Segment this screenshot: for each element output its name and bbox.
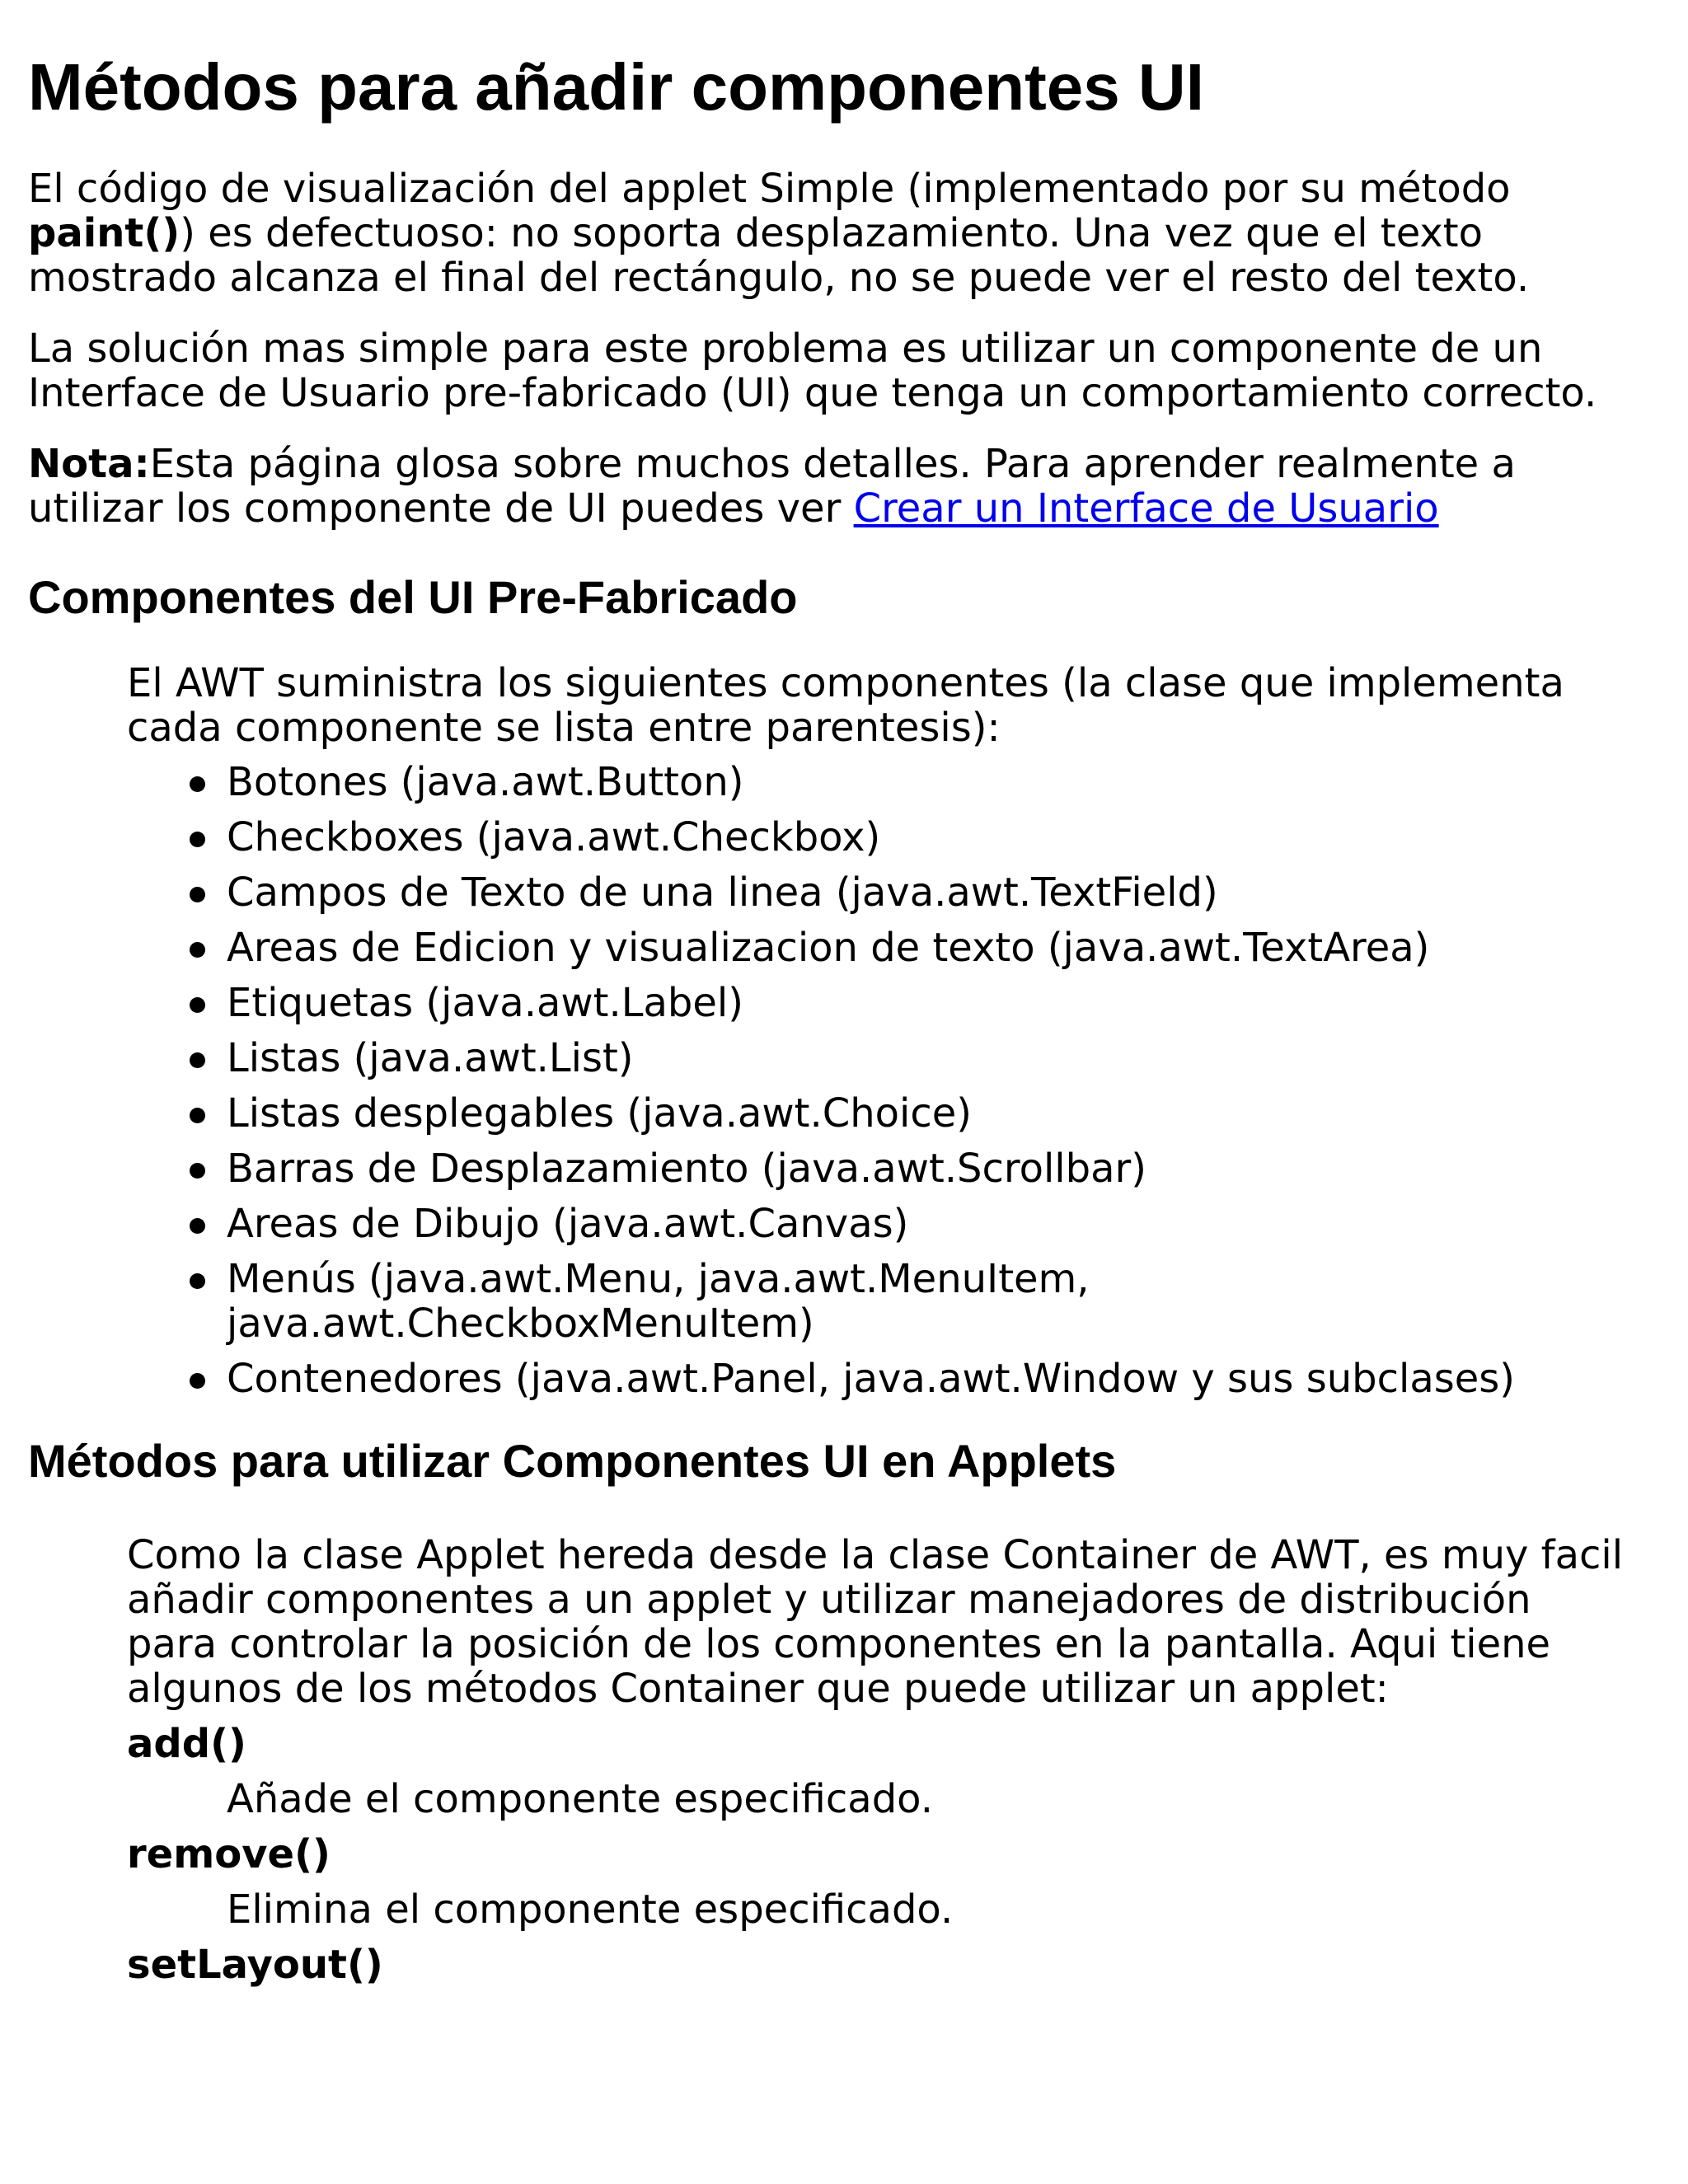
list-item-label: Areas de Dibujo (java.awt.Canvas) — [227, 1201, 909, 1247]
method-list — [127, 1722, 1627, 1987]
bullet-icon — [190, 1218, 205, 1234]
method-name-setlayout: setLayout() — [127, 1942, 383, 1988]
list-item-label: Areas de Edicion y visualizacion de texto (java.awt.TextArea) — [227, 925, 1430, 971]
bullet-icon — [190, 1108, 205, 1123]
method-desc-remove: Elimina el componente especificado. — [227, 1886, 954, 1933]
bullet-icon — [190, 1273, 205, 1289]
list-item — [127, 926, 1660, 970]
section-heading-prefab-components: Componentes del UI Pre-Fabricado — [28, 571, 798, 623]
list-item — [127, 1202, 1660, 1246]
bullet-icon — [190, 997, 205, 1013]
list-item — [127, 760, 1660, 804]
method-desc-add: Añade el componente especificado. — [227, 1776, 933, 1822]
bullet-icon — [190, 832, 205, 847]
list-item — [127, 981, 1660, 1025]
section-prefab-intro: El AWT suministra los siguientes componentes (la clase que implementa cada componente se lista entre parentesis): — [127, 660, 1564, 751]
list-item — [127, 1091, 1660, 1136]
paint-method-name: paint() — [28, 210, 181, 256]
section-methods-body — [127, 1533, 1627, 1987]
list-item-label: Barras de Desplazamiento (java.awt.Scrollbar) — [227, 1146, 1146, 1192]
page-title: Métodos para añadir componentes UI — [28, 50, 1204, 124]
section-heading-applet-methods: Métodos para utilizar Componentes UI en Applets — [28, 1435, 1117, 1487]
note-label: Nota: — [28, 441, 150, 487]
component-list — [127, 760, 1660, 1401]
bullet-icon — [190, 942, 205, 958]
list-item-label: Checkboxes (java.awt.Checkbox) — [227, 814, 881, 860]
list-item-label: Listas desplegables (java.awt.Choice) — [227, 1090, 973, 1137]
bullet-icon — [190, 1052, 205, 1068]
list-item — [127, 1146, 1660, 1191]
list-item-label: Campos de Texto de una linea (java.awt.TextField) — [227, 869, 1218, 916]
list-item-label: Menús (java.awt.Menu, java.awt.MenuItem, java.awt.CheckboxMenuItem) — [227, 1256, 1090, 1347]
list-item — [127, 815, 1660, 860]
list-item — [127, 1257, 1257, 1346]
list-item-label: Botones (java.awt.Button) — [227, 759, 744, 805]
method-name-remove: remove() — [127, 1831, 331, 1877]
bullet-icon — [190, 887, 205, 902]
section-prefab-body — [127, 661, 1660, 1401]
list-item-label: Etiquetas (java.awt.Label) — [227, 980, 743, 1026]
intro-paragraph-1-end: ) es defectuoso: no soporta desplazamiento. Una vez que el texto mostrado alcanza el final del rectángulo, no se puede ver el resto del texto. — [28, 210, 1530, 301]
section-methods-intro: Como la clase Applet hereda desde la clase Container de AWT, es muy facil añadir componentes a un applet y utilizar manejadores de distribución para controlar la posición de los componentes en la pantalla. Aqui tiene algunos de los métodos Container que puede utilizar un applet: — [127, 1532, 1624, 1712]
intro-paragraph-2: La solución mas simple para este problema es utilizar un componente de un Interface de Usuario pre-fabricado (UI) que tenga un comportamiento correcto. — [28, 326, 1597, 416]
list-item-label: Contenedores (java.awt.Panel, java.awt.Window y sus subclases) — [227, 1356, 1515, 1402]
method-name-add: add() — [127, 1721, 246, 1767]
note-paragraph — [28, 442, 1660, 531]
ui-tutorial-link[interactable]: Crear un Interface de Usuario — [853, 485, 1439, 532]
bullet-icon — [190, 1373, 205, 1389]
list-item — [127, 1036, 1660, 1080]
list-item — [127, 870, 1660, 915]
list-item — [127, 1357, 1660, 1401]
bullet-icon — [190, 1163, 205, 1179]
intro-paragraph-1-text: El código de visualización del applet Simple (implementado por su método — [28, 166, 1511, 212]
list-item-label: Listas (java.awt.List) — [227, 1035, 634, 1081]
document-page — [28, 0, 1660, 1987]
intro-paragraph-1 — [28, 166, 1660, 300]
bullet-icon — [190, 776, 205, 792]
note-text: Esta página glosa sobre muchos detalles. Para aprender realmente a utilizar los componente de UI puedes ver — [28, 441, 1516, 532]
